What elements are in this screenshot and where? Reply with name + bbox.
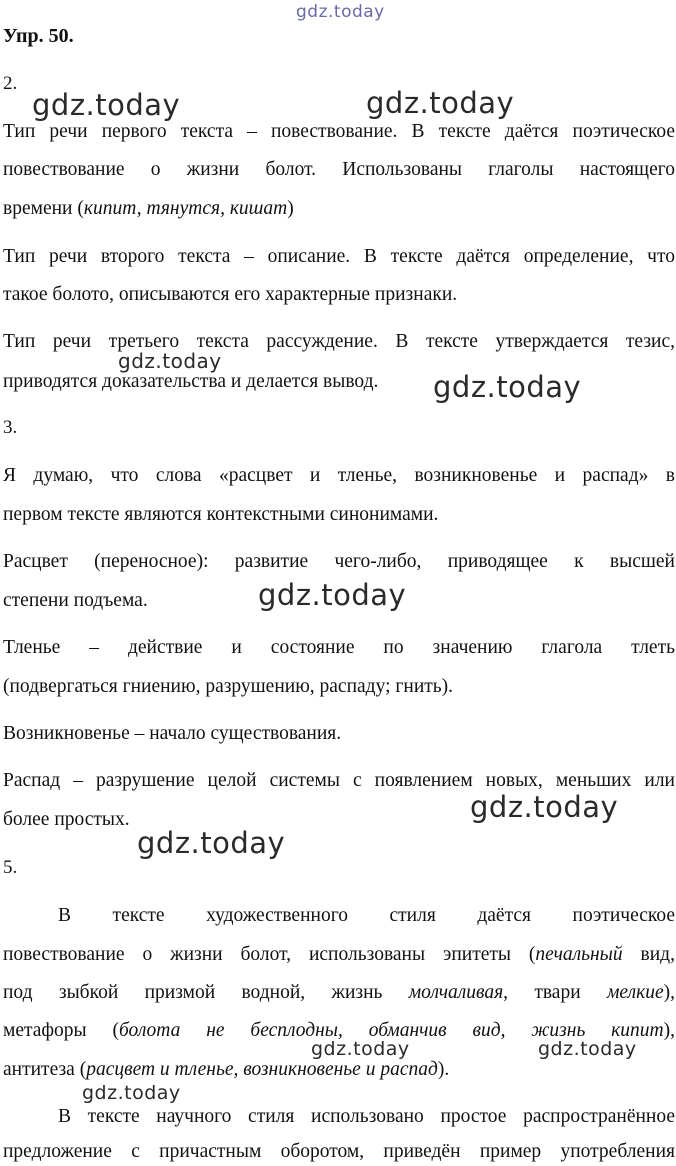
text-line: под зыбкой призмой водной, жизнь молчаливая, твари мелкие), bbox=[3, 982, 675, 1003]
text-line: степени подъема. bbox=[3, 590, 148, 611]
watermark: gdz.today bbox=[433, 370, 582, 404]
watermark: gdz.today bbox=[366, 86, 515, 120]
text-line: приводятся доказательства и делается вывод. bbox=[3, 371, 379, 392]
text-line: первом тексте являются контекстными синонимами. bbox=[3, 504, 439, 525]
watermark: gdz.today bbox=[470, 790, 619, 824]
italic-examples: кипит, тянутся, кишат bbox=[83, 198, 288, 219]
watermark: gdz.today bbox=[296, 2, 385, 22]
text-line: Тип речи первого текста – повествование. В тексте даётся поэтическое bbox=[3, 121, 675, 142]
text-line: метафоры (болота не бесплодны, обманчив вид, жизнь кипит), bbox=[3, 1020, 676, 1041]
text-line: более простых. bbox=[3, 809, 130, 830]
watermark: gdz.today bbox=[538, 1038, 637, 1060]
watermark: gdz.today bbox=[82, 1082, 181, 1104]
text-line: такое болото, описываются его характерные признаки. bbox=[3, 284, 458, 305]
text-line: времени (кипит, тянутся, кишат) bbox=[3, 198, 294, 219]
text-line: В тексте художественного стиля даётся поэтическое bbox=[58, 905, 675, 926]
text-line: Тип речи третьего текста рассуждение. В тексте утверждается тезис, bbox=[3, 331, 675, 352]
text-line: Расцвет (переносное): развитие чего-либо, приводящее к высшей bbox=[3, 551, 675, 572]
text-line: антитеза (расцвет и тленье, возникновенье и распад). bbox=[3, 1059, 450, 1080]
watermark: gdz.today bbox=[258, 578, 407, 612]
text-line: Я думаю, что слова «расцвет и тленье, возникновенье и распад» в bbox=[3, 465, 675, 486]
text-line: (подвергаться гниению, разрушению, распаду; гнить). bbox=[3, 676, 454, 697]
section-number: 5. bbox=[3, 857, 18, 878]
text-line: Тленье – действие и состояние по значению глагола тлеть bbox=[3, 637, 675, 658]
section-number: 2. bbox=[3, 73, 18, 94]
watermark: gdz.today bbox=[32, 88, 181, 122]
text-line: Тип речи второго текста – описание. В тексте даётся определение, что bbox=[3, 246, 675, 267]
text-line: Распад – разрушение целой системы с появлением новых, меньших или bbox=[3, 770, 675, 791]
text-line: повествование о жизни болот. Использованы глаголы настоящего bbox=[3, 159, 675, 180]
watermark: gdz.today bbox=[311, 1038, 410, 1060]
text-line: В тексте научного стиля использовано простое распространённое bbox=[58, 1106, 675, 1127]
section-number: 3. bbox=[3, 417, 18, 438]
text-line: предложение с причастным оборотом, приведён пример употребления bbox=[3, 1141, 675, 1162]
exercise-title: Упр. 50. bbox=[3, 25, 74, 47]
text-line: повествование о жизни болот, использованы эпитеты (печальный вид, bbox=[3, 944, 675, 965]
watermark: gdz.today bbox=[118, 349, 222, 373]
text-line: Возникновенье – начало существования. bbox=[3, 723, 342, 744]
watermark: gdz.today bbox=[137, 826, 286, 860]
